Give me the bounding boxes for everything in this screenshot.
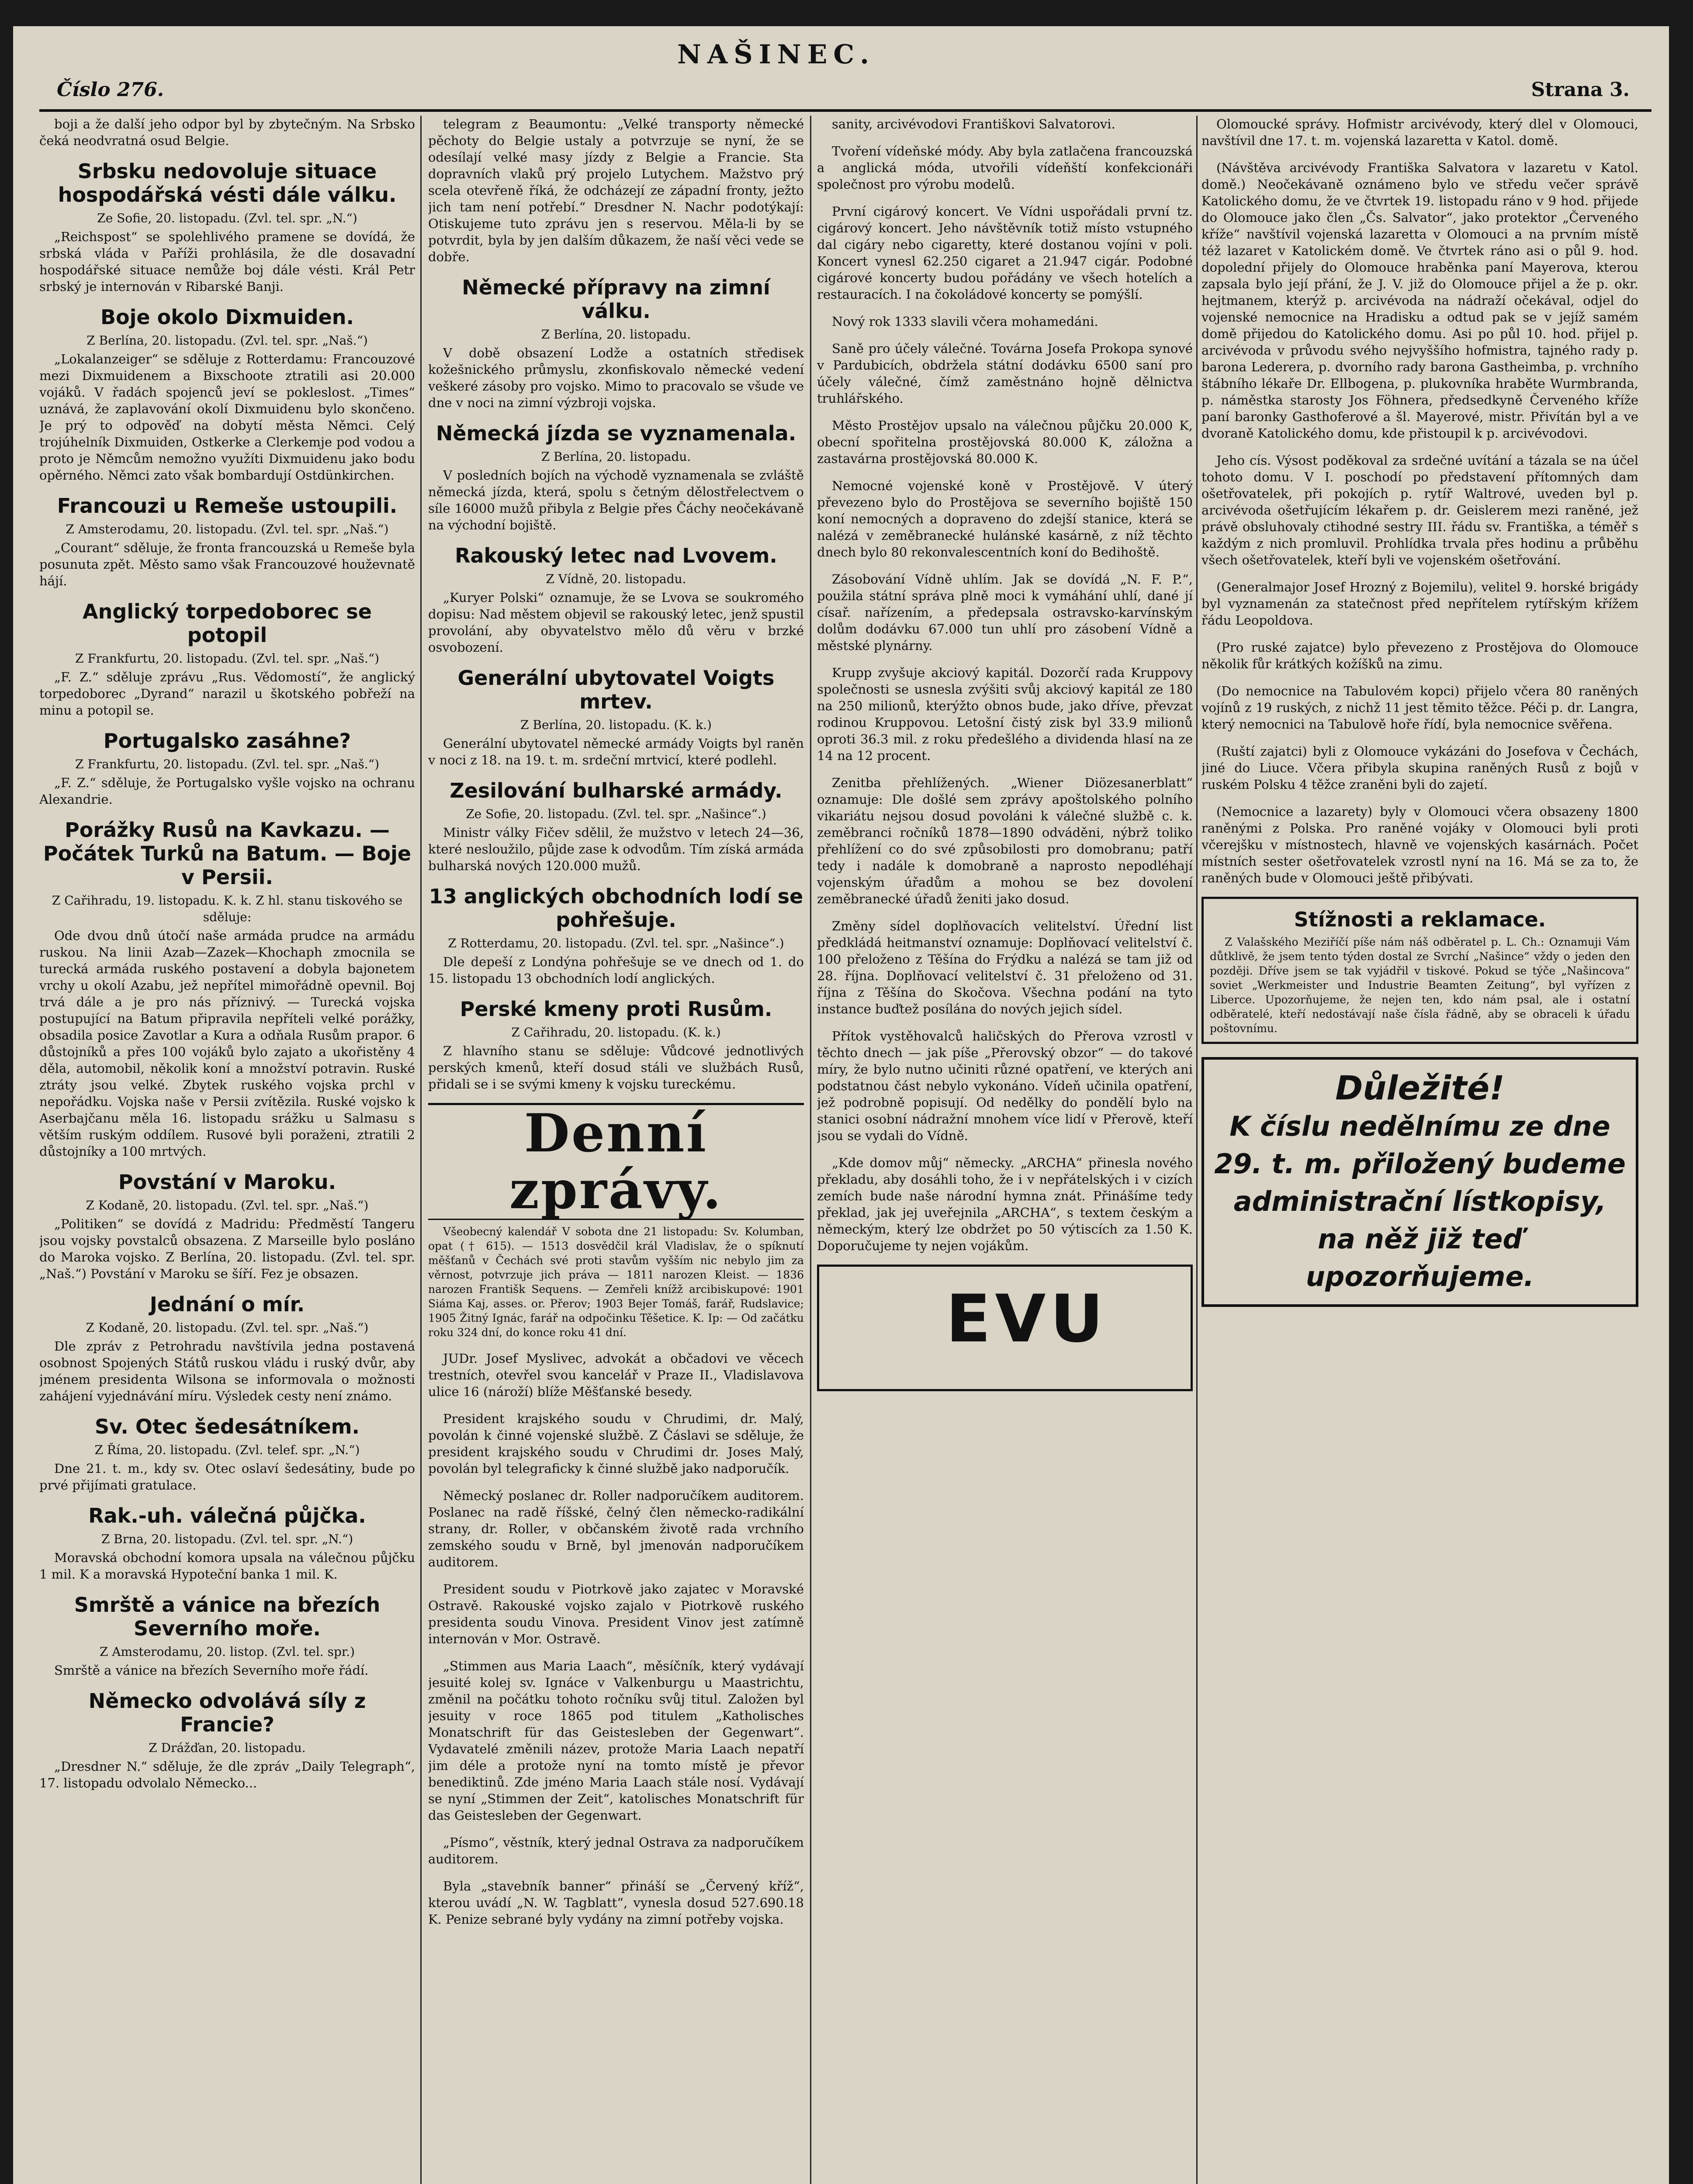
article <box>39 1292 415 1404</box>
article <box>428 997 804 1092</box>
article <box>428 544 804 656</box>
article <box>817 1028 1193 1144</box>
article-headline: Sv. Otec šedesátníkem. <box>94 1415 360 1438</box>
article-text: První cigárový koncert. Ve Vídni uspořádali první tz. cigárový koncert. Jeho návštěvník totiž místo vstupného dal cigáry nebo cigaretty, které dostanou vojíni v poli. Koncert vynesl 62.250 cigaret a 21.947 cigár. Podobné cigárové koncerty budou pořádány ve všech hotelích a restauracích. I na čokoládové koncerty se pomýšlí. <box>817 204 1193 302</box>
article-headline: Porážky Rusů na Kavkazu. — Počátek Turků na Batum. — Boje v Persii. <box>43 818 412 889</box>
article-text: (Návštěva arcivévody Františka Salvatora v lazaretu v Katol. domě.) Neočekávaně oznámeno bylo ve středu večer správě Katolického domu, že ve čtvrtek 19. listopadu ráno v 9 hod. přijede do Olomouce jako člen „Čs. Salvator“, jako protektor „Červeného kříže“ navštívil vojenská lazaretta v Olomouci a na prvním místě též lazaret v Katolickém domě. Ve čtvrtek ráno asi o půl 9. hod. dopolední přijely do Olomouce hraběnka paní Mayerova, kterou zapsala bylo její přání, že J. V. již do Olomouce přijel a že p. okr. hejtmanem, kterýž p. arcivévoda na nádraží očekával, odjel do vojenské nemocnice na Hradisku a odtud pak se v jejíž samém domě přijedou do Katolického domu. Asi po půl 10. hod. přijel p. arcivévoda v průvodu svého nejvyššího hofmistra, tajného rady p. barona Lederera, p. dvorního rady barona Gastheimba, p. vrchního štábního lékaře Dr. Ellbogena, p. plukovníka hraběte Wurmbranda, p. náměstka starosty Jos Föhnera, předsedkyně Červeného kříže paní baronky Gasthoferové a šl. Mayerové, mistr. Přivítán byl a ve dvoraně Katolického domu, kde přistoupil k p. arcivévodovi. <box>1201 160 1638 441</box>
newspaper-page <box>13 26 1669 2184</box>
article-text: „Písmo“, věstník, který jednal Ostrava za nadporučíkem auditorem. <box>428 1835 804 1866</box>
article-text: Olomoucké správy. Hofmistr arcivévody, který dlel v Olomouci, navštívil dne 17. t. m. vojenská lazaretta v Katol. domě. <box>1201 117 1638 148</box>
article-dateline: Z Kodaně, 20. listopadu. (Zvl. tel. spr. „Naš.“) <box>86 1198 369 1213</box>
newspaper-title: NAŠINEC. <box>677 39 875 70</box>
article-dateline: Z Amsterodamu, 20. listop. (Zvl. tel. spr.) <box>99 1645 355 1659</box>
article <box>39 159 415 295</box>
article <box>428 1658 804 1824</box>
article-dateline: Z Brna, 20. listopadu. (Zvl. tel. spr. „N.“) <box>101 1532 353 1546</box>
article <box>39 600 415 719</box>
article-text: President soudu v Piotrkově jako zajatec v Moravské Ostravě. Rakouské vojsko zajalo v Piotrkově ruského presidenta soudu Vinova. President Vinov jest zatímně internován v Mor. Ostravě. <box>428 1582 804 1646</box>
article-headline: Německá jízda se vyznamenala. <box>436 422 796 445</box>
article-dateline: Z Frankfurtu, 20. listopadu. (Zvl. tel. spr. „Naš.“) <box>75 757 380 771</box>
article <box>428 1834 804 1867</box>
article-dateline: Z Frankfurtu, 20. listopadu. (Zvl. tel. spr. „Naš.“) <box>75 651 380 666</box>
article-dateline: Z Cařihradu, 19. listopadu. K. k. Z hl. stanu tiskového se sděluje: <box>52 893 403 924</box>
article-text: Nemocné vojenské koně v Prostějově. V úterý převezeno bylo do Prostějova se severního bojiště 150 koní nemocných a dopraveno do zdejší stanice, která se nalézá v zeměbranecké hulánské kasárně, z níž těchto dnech bylo 80 rekonvalescentních koní do Bedihoště. <box>817 478 1193 560</box>
article <box>428 779 804 874</box>
article <box>1201 159 1638 442</box>
article-dateline: Z Kodaně, 20. listopadu. (Zvl. tel. spr. „Naš.“) <box>86 1320 369 1335</box>
section-heading: Stížnosti a reklamace. <box>1294 908 1546 931</box>
column-divider <box>810 116 811 2184</box>
article-text: Saně pro účely válečné. Továrna Josefa Prokopa synové v Pardubicích, obdržela státní dodávku 6500 saní pro účely válečné, čímž zaměstnáno hojně dělnictva truhlářského. <box>817 341 1193 406</box>
article-headline: Boje okolo Dixmuiden. <box>100 305 354 329</box>
article-dateline: Ze Sofie, 20. listopadu. (Zvl. tel. spr. „N.“) <box>97 211 357 225</box>
article-headline: Francouzi u Remeše ustoupili. <box>57 494 398 518</box>
article-headline: Perské kmeny proti Rusům. <box>460 997 772 1021</box>
article-text: Z hlavního stanu se sděluje: Vůdcové jednotlivých perských kmenů, kteří dosud stáli ve službách Rusů, přidali se i se svými kmeny k vojsku tureckému. <box>428 1044 804 1092</box>
article-dateline: Z Berlína, 20. listopadu. (Zvl. tel. spr. „Naš.“) <box>87 333 368 348</box>
article-headline: Německo odvolává síly z Francie? <box>88 1689 366 1736</box>
article-text: „Politiken“ se dovídá z Madridu: Předměstí Tangeru jsou vojsky povstalců obsazena. Z Marseille bylo posláno do Maroka vojsko. Z Berlína, 20. listopadu. (Zvl. tel. spr. „Naš.“) Povstání v Maroku se šíří. Fez je obsazen. <box>39 1216 415 1281</box>
article <box>817 774 1193 907</box>
article <box>428 1350 804 1400</box>
article <box>428 276 804 411</box>
article <box>817 664 1193 764</box>
article <box>39 305 415 484</box>
article <box>1201 116 1638 149</box>
article <box>817 203 1193 303</box>
article-text: Nový rok 1333 slavili včera mohamedáni. <box>832 314 1098 329</box>
header-rule <box>39 109 1651 112</box>
column-2 <box>428 116 804 1938</box>
article-text: Ministr války Fičev sdělil, že mužstvo v letech 24—36, které nesloužilo, půjde zase k odvodům. Tím získá armáda bulharská nových 120.000 mužů. <box>428 825 804 873</box>
article <box>1201 579 1638 629</box>
article-text: „Reichspost“ se spolehlivého pramene se dovídá, že srbská vláda v Paříži prohlásila, že dle dosavadní hospodářské situace nemůže boj dále vésti. Král Petr srbský je internován v Ribarské Banji. <box>39 229 415 294</box>
article-text: Město Prostějov upsalo na válečnou půjčku 20.000 K, obecní spořitelna prostějovská 80.000 K, záložna a zastavárna prostějovská 80.000 K. <box>817 418 1193 466</box>
article <box>428 1224 804 1340</box>
article-headline: Německé přípravy na zimní válku. <box>462 276 770 323</box>
article-dateline: Z Vídně, 20. listopadu. <box>546 572 686 586</box>
article-headline: 13 anglických obchodních lodí se pohřešuje. <box>429 885 803 932</box>
column-1 <box>39 116 415 1802</box>
article-text: Zásobování Vídně uhlím. Jak se dovídá „N. F. P.“, použila státní správa plně moci k vymáhání uhlí, dané jí císař. nařízením, a předepsala ostravsko-karvínským dolům dodávku 67.000 tun uhlí pro zásobení Vídně a městské plynárny. <box>817 572 1193 653</box>
article-text: Všeobecný kalendář V sobota dne 21 listopadu: Sv. Kolumban, opat († 615). — 1513 dosvědčil král Vladislav, že o spíknutí měšťanů v Čechách své proti stavům vyšším nic nebylo jim za věrnost, potvrzuje jich práva — 1811 narozen Kleist. — 1836 narozen Františk Sequens. — Zemřeli knížž arcibiskupové: 1901 Siáma Kaj, asses. or. Přerov; 1903 Bejer Tomáš, farář, Rudslavice; 1905 Žitný Ignác, farář na odpočinku Těšetice. K. Ip: — Od začátku roku 324 dní, do konce roku 41 dní. <box>428 1225 804 1339</box>
article-text: Dne 21. t. m., kdy sv. Otec oslaví šedesátiny, bude po prvé přijímati gratulace. <box>39 1461 415 1493</box>
article-text: „Lokalanzeiger“ se sděluje z Rotterdamu: Francouzové mezi Dixmuidenem a Bixschoote ztratili asi 20.000 vojáků. V řadách spojenců jeví se pokleslost. „Times“ uznává, že zaplavování okolí Dixmuidenu bylo skončeno. Je prý to odpověď na dobytí města Němci. Celý trojúhelník Dixmuiden, Ostkerke a Clerkemje pod vodou a proto je Němcům nemožno využíti Dixmuidenu jako bodu opěrného. Němci zato však bombardují Ostdünkirchen. <box>39 352 415 483</box>
article <box>428 666 804 768</box>
article-text: (Nemocnice a lazarety) byly v Olomouci včera obsazeny 1800 raněnými z Polska. Pro raněné vojáky v Olomouci byli proti včerejšku v místnostech, hlavně ve vojenských kasárnách. Počet místních sester ošetřovatelek vzrostl nyní na 16. Má se za to, že raněných bude v Olomouci ještě přibývati. <box>1201 804 1638 885</box>
article-headline: Rakouský letec nad Lvovem. <box>455 544 777 567</box>
advertisement-logo: EVU <box>946 1281 1108 1357</box>
article-text: Generální ubytovatel německé armády Voigts byl raněn v noci z 18. na 19. t. m. srdeční mrtvicí, které podlehl. <box>428 736 804 767</box>
article <box>428 116 804 265</box>
article <box>1201 803 1638 886</box>
article <box>39 1415 415 1493</box>
article-text: Tvoření vídeňské módy. Aby byla zatlačena francouzská a anglická móda, utvořili vídeňští konfekcionáři společnost pro výrobu modelů. <box>817 144 1193 192</box>
article-text: Ode dvou dnů útočí naše armáda prudce na armádu ruskou. Na linii Azab—Zazek—Khochaph zmocnila se turecká armáda ruského postavení a dobyla bajonetem vrchy u okolí Azabu, jež nepřítel mimořádně opevnil. Boj trvá dále a je pro nás příznivý. — Turecká vojska postupující na Batum připravila nepříteli velké porážky, obsadila posice Zavotlar a Kura a odňala Rusům prapor. 6 důstojníků a přes 100 vojáků bylo zajato a ukořistěny 4 děla, automobil, několik koní a množství potravin. Ruské ztráty jsou velké. Zbytek ruského vojska prchl v nepořádku. Vojska naše v Persii zvítězila. Ruské vojsko k Aserbajčanu měla 16. listopadu srážku u Salmasu s větším ruským oddílem. Rusové byli poraženi, ztratili 2 důstojníky a 100 mrtvých. <box>39 928 415 1159</box>
article-text: Německý poslanec dr. Roller nadporučíkem auditorem. Poslanec na radě říšské, čelný člen německo-radikální strany, dr. Roller, v občanském životě rada vrchního zemského soudu v Brně, byl jmenován nadporučíkem auditorem. <box>428 1488 804 1569</box>
article-text: Byla „stavebník banner“ přináší se „Červený kříž“, kterou uvádí „N. W. Tagblatt“, vynesla dosud 527.690.18 K. Penize sebrané byly vydány na zimní potřeby vojska. <box>428 1879 804 1927</box>
article <box>428 1878 804 1928</box>
article-text: „Stimmen aus Maria Laach“, měsíčník, který vydávají jesuité kolej sv. Ignáce v Valkenburgu u Maastrichtu, změnil na počátku tohoto ročníku svůj titul. Založen byl jesuity v roce 1865 pod titulem „Katholisches Monatschrift für das Geistesleben der Gegenwart“. Vydavatelé změnili název, protože Maria Laach nepatří jim déle a protože nyní na tomto místě je převor benediktinů. Zde jméno Maria Laach stále nosí. Vydávají se nyní „Stimmen der Zeit“, katolisches Monatschrift für das Geistesleben der Gegenwart. <box>428 1659 804 1823</box>
article-text: Z Valašského Meziříčí píše nám náš odběratel p. L. Ch.: Oznamuji Vám důtklivě, že jsem tento týden dostal ze Svrchí „Našince“ vždy o jeden den později. Dříve jsem se tak vyjádřil v tiskové. Pokud se týče „Našincova“ soviet „Werkmeister und Industrie Beamten Zeitung“, byl vyřízen z Liberce. Upozorňujeme, že nejen ten, kdo nám psal, ale i ostatní odběratelé, kteří nedostávají naše čísla řádně, aby se obraceli k úřadu poštovnímu. <box>1210 936 1630 1035</box>
article-dateline: Z Berlína, 20. listopadu. (K. k.) <box>520 718 712 732</box>
article <box>817 571 1193 654</box>
article-headline: Povstání v Maroku. <box>118 1170 336 1194</box>
article <box>1201 452 1638 568</box>
article-text: „F. Z.“ sděluje, že Portugalsko vyšle vojsko na ochranu Alexandrie. <box>39 775 415 807</box>
article <box>1201 743 1638 793</box>
article <box>39 494 415 589</box>
article <box>817 116 1193 132</box>
article <box>39 1504 415 1583</box>
article-dateline: Z Říma, 20. listopadu. (Zvl. telef. spr. „N.“) <box>94 1443 360 1457</box>
article-text: „Kuryer Polski“ oznamuje, že se Lvova se soukromého dopisu: Nad městem objevil se rakouský letec, jenž spustil provolání, aby obyvatelstvo mělo dů věru v brzké osvobození. <box>428 590 804 655</box>
article-text: JUDr. Josef Myslivec, advokát a občadovi ve věcech trestních, otevřel svou kancelář v Praze II., Vladislavova ulice 16 (nároží) blíže Měšťanské besedy. <box>428 1351 804 1399</box>
article-dateline: Z Drážďan, 20. listopadu. <box>149 1741 306 1755</box>
article <box>428 885 804 987</box>
article <box>39 818 415 1160</box>
article <box>428 1487 804 1570</box>
article <box>817 477 1193 560</box>
important-notice <box>1201 1057 1638 1307</box>
article-text: „Dresdner N.“ sděluje, že dle zpráv „Daily Telegraph“, 17. listopadu odvolalo Německo... <box>39 1759 415 1790</box>
article-text: Dle depeší z Londýna pohřešuje se ve dnech od 1. do 15. listopadu 13 obchodních lodí anglických. <box>428 954 804 986</box>
article <box>817 1154 1193 1254</box>
column-divider <box>1196 116 1198 2184</box>
article-text: President krajského soudu v Chrudimi, dr. Malý, povolán k činné vojenské službě. Z Čáslavi se sděluje, že president krajského soudu v Chrudimi dr. Joses Malý, povolán byl telegraficky k činné službě jako nadporučík. <box>428 1411 804 1476</box>
article-headline: Smrště a vánice na březích Severního moře. <box>74 1593 381 1640</box>
article-headline: Rak.-uh. válečná půjčka. <box>88 1504 366 1527</box>
article-text: telegram z Beaumontu: „Velké transporty německé pěchoty do Belgie ustaly a potvrzuje se nyní, že se odesílají velké masy jízdy z Belgie a Francie. Sta dopravních vlaků prý projelo Lutychem. Mažstvo prý scela otevřeně říká, že odcházejí ze západní fronty, ježto jich tam není potřebí.“ Dresdner N. Nachr podotýkají: Otiskujeme tuto zprávu jen s reservou. Měla-li by se potvrdit, byla by jen dalším důkazem, že naší věci vede se dobře. <box>428 117 804 264</box>
article <box>1201 639 1638 672</box>
issue-number: Číslo 276. <box>57 79 164 101</box>
column-4 <box>1201 116 1638 1307</box>
article-dateline: Z Berlína, 20. listopadu. <box>541 449 691 464</box>
article-headline: Anglický torpedoborec se potopil <box>83 600 372 647</box>
article-text: Změny sídel doplňovacích velitelství. Úřední list předkládá heitmanství oznamuje: Doplňovací velitelství č. 100 přeloženo z Těšína do Frýdku a nalézá se tam již od 28. října. Doplňovací velitelství č. 31 přeloženo od 31. října z Těšína do Skočova. Všechna podání na tyto instance buďtež posílána do nových jejich sídel. <box>817 919 1193 1016</box>
column-3 <box>817 116 1193 1400</box>
notice-title: Důležité! <box>1335 1068 1505 1107</box>
article-text: Dle zpráv z Petrohradu navštívila jedna postavená osobnost Spojených Států ruskou vládu i ruský dvůr, aby jménem presidenta Wilsona se informovala o možnosti zahájení vyjednávání míru. Výsledek cesty není známo. <box>39 1339 415 1403</box>
article <box>39 729 415 808</box>
advertisement <box>817 1265 1193 1391</box>
page-number: Strana 3. <box>1531 79 1630 101</box>
article-dateline: Z Amsterodamu, 20. listopadu. (Zvl. tel. spr. „Naš.“) <box>66 522 389 536</box>
column-divider <box>420 116 422 2184</box>
article-text: (Ruští zajatci) byli z Olomouce vykázáni do Josefova v Čechách, jiné do Liuce. Včera přibyla skupina raněných Rusů z bojů v ruském Polsku 4 těžce zraněni byli do zajetí. <box>1201 744 1638 792</box>
article-text: (Pro ruské zajatce) bylo převezeno z Prostějova do Olomouce několik fůr krátkých kožíšků na zimu. <box>1201 640 1638 671</box>
article <box>39 1593 415 1679</box>
article-text: Zenitba přehlížených. „Wiener Diözesanerblatt“ oznamuje: Dle došlé sem zprávy apoštolského polního vikariátu nejsou dosud povoláni k válečné službě c. k. zeměbranci ročníků 1878—1890 odváděni, nýbrž toliko přehlížení co do své způsobilosti pro domobranu; patří tedy i nadále k domobraně a naprosto nepodléhají vojenským úřadům a mohou se bez dovolení zeměbranecké úřadů ženiti jako dosud. <box>817 775 1193 906</box>
page-header <box>13 26 1669 105</box>
article-text: boji a že další jeho odpor byl by zbytečným. Na Srbsko čeká neodvratná osud Belgie. <box>39 117 415 148</box>
article-dateline: Ze Sofie, 20. listopadu. (Zvl. tel. spr. „Našince“.) <box>466 807 766 821</box>
complaints-section <box>1201 897 1638 1044</box>
article <box>39 1170 415 1282</box>
article-dateline: Z Berlína, 20. listopadu. <box>541 327 691 342</box>
article-text: V době obsazení Lodže a ostatních středisek kožešnického průmyslu, zkonfiskovalo německé vedení veškeré zásoby pro vojsko. Mimo to pracovalo se všude ve dne v noci na zimní výzbroji vojska. <box>428 346 804 410</box>
article <box>428 1581 804 1647</box>
article-headline: Jednání o mír. <box>149 1292 305 1316</box>
article-text: „F. Z.“ sděluje zprávu „Rus. Vědomostí“, že anglický torpedoborec „Dyrand“ narazil u škotského pobřeží na minu a potopil se. <box>39 670 415 718</box>
article-headline: Zesilování bulharské armády. <box>450 779 782 802</box>
article <box>817 417 1193 467</box>
article-text: sanity, arcivévodovi Františkovi Salvatorovi. <box>832 117 1115 131</box>
article-headline: Portugalsko zasáhne? <box>103 729 351 753</box>
article-headline: Generální ubytovatel Voigts mrtev. <box>457 666 775 713</box>
notice-body: K číslu nedělnímu ze dne 29. t. m. přiložený budeme administrační lístkopisy, na něž již teď upozorňujeme. <box>1214 1110 1626 1292</box>
article-text: Krupp zvyšuje akciový kapitál. Dozorčí rada Kruppovy společnosti se usnesla zvýšiti svůj akciový kapitál ze 180 na 250 milionů, kterýžto obnos bude, jako dříve, převzat rodinou Kruppovou. Letošní čistý zisk byl 33.9 milionů oproti 36.3 mil. z roku předešlého a dividenda hlasí na ze 14 na 12 procent. <box>817 665 1193 763</box>
article-text: V posledních bojích na východě vyznamenala se zvláště německá jízda, která, spolu s četným dělostřelectvem o síle 16000 mužů přibyla z Belgie přes Čáchy neočekávaně na východní bojiště. <box>428 468 804 532</box>
article <box>39 1689 415 1791</box>
article <box>817 143 1193 193</box>
article-text: „Courant“ sděluje, že fronta francouzská u Remeše byla posunuta zpět. Město samo však Francouzové houževnatě hájí. <box>39 540 415 588</box>
article <box>817 313 1193 330</box>
article <box>1201 683 1638 733</box>
article <box>817 918 1193 1017</box>
article-dateline: Z Rotterdamu, 20. listopadu. (Zvl. tel. spr. „Našince“.) <box>448 936 784 950</box>
article-text: Přítok vystěhovalců haličských do Přerova vzrostl v těchto dnech — jak píše „Přerovský obzor“ — do takové míry, že bylo nutno učiniti různé opatření, ve kterých ani podstatnou část nebylo vykonáno. Vídeň učinila opatření, jež podrobně popisují. Od nedělky do pondělí bylo na stanici osobní nádražní mnohem více lidí v Přerově, kteří jsou se vydali do Vídně. <box>817 1029 1193 1143</box>
article-text: Jeho cís. Výsost poděkoval za srdečné uvítání a tázala se na účel tohoto domu. V I. poschodí po představení přítomných dam ošetřovatelek, při pokojích p. rytíř Waltrové, uveden byl p. arcivévoda ošetřujícím lékařem p. dr. Geislerem mezi raněné, jež právě obsluhovaly ctihodné sestry III. řádu sv. Františka, a téměř s každým z nich promluvil. Prohlídka trvala přes hodinu a průběhu všech ošetřovatelek, kteří byli ve vojenském ošetřování. <box>1201 453 1638 567</box>
article <box>39 116 415 149</box>
article <box>428 1410 804 1477</box>
article-text: „Kde domov můj“ německy. „ARCHA“ přinesla nového překladu, aby dosáhli toho, že i v nepřátelských i v cizích zemích bude naše národní hymna znát. Přinášíme tedy překlad, jak jej uveřejnila „ARCHA“, s textem českým a německým, který lze obdržet po 50 výtiscích za 1.50 K. Doporučujeme ty nejen vojákům. <box>817 1155 1193 1253</box>
article-headline: Srbsku nedovoluje situace hospodářská vésti dále válku. <box>58 159 397 207</box>
article-text: (Do nemocnice na Tabulovém kopci) přijelo včera 80 raněných vojínů z 19 ruských, z nichž 11 jest těmito těžce. Péči p. dr. Langra, který nemocnici na Tabulově hoře řídí, byla nemocnice svěřena. <box>1201 684 1638 732</box>
article <box>428 422 804 533</box>
section-masthead: Denní zprávy. <box>428 1103 804 1220</box>
article-text: Moravská obchodní komora upsala na válečnou půjčku 1 mil. K a moravská Hypoteční banka 1 mil. K. <box>39 1550 415 1582</box>
article-text: Smrště a vánice na březích Severního moře řádí. <box>54 1663 369 1678</box>
article-dateline: Z Cařihradu, 20. listopadu. (K. k.) <box>511 1025 721 1040</box>
article <box>817 340 1193 407</box>
article-text: (Generalmajor Josef Hrozný z Bojemilu), velitel 9. horské brigády byl vyznamenán za statečnost před nepřítelem rytířským křížem řádu Leopoldova. <box>1201 580 1638 628</box>
